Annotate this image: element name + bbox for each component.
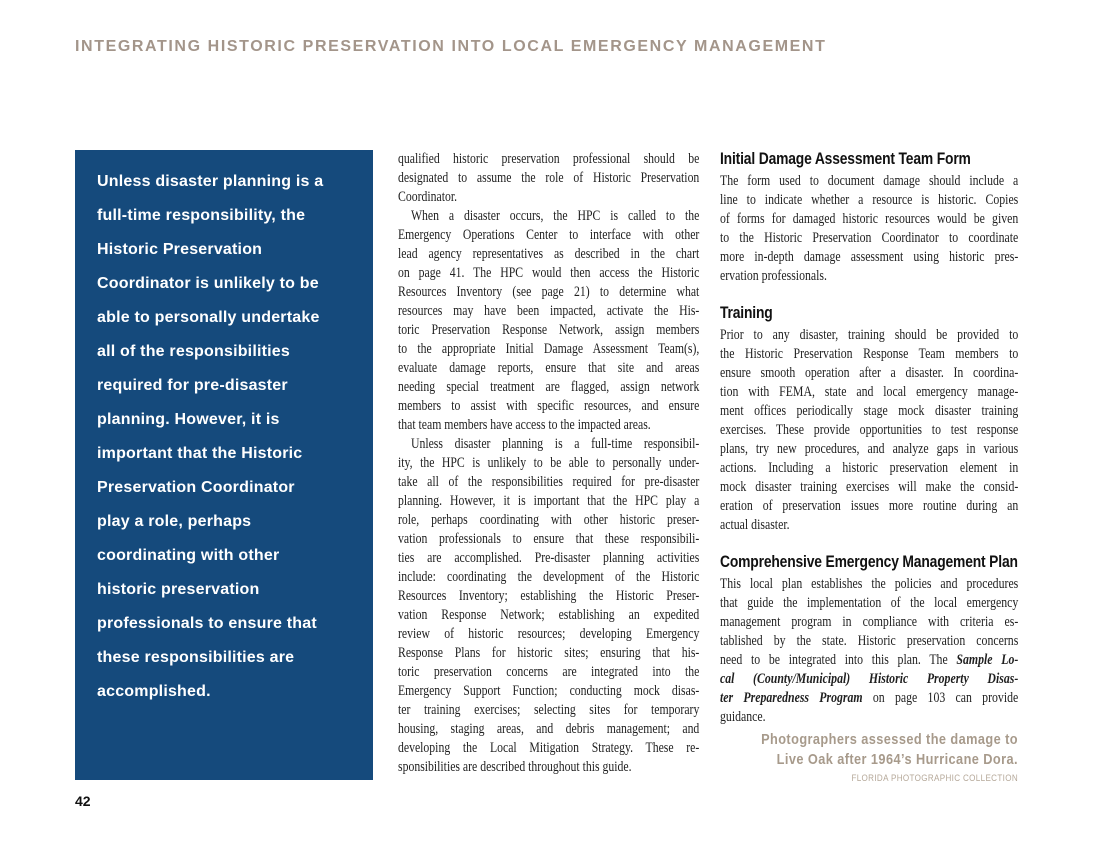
body-text-line: ter training exercises; selecting sites for temporary xyxy=(398,702,700,718)
body-text-line: management program in compliance with criteria es- xyxy=(720,614,1019,630)
body-text-line: Emergency Operations Center to interface with other xyxy=(398,227,700,243)
right-text-column xyxy=(720,149,1018,727)
body-text-line: ensure smooth operation after a disaster. In coordina- xyxy=(720,365,1019,381)
pull-quote-line: play a role, perhaps xyxy=(97,513,252,530)
section-heading: Comprehensive Emergency Management Plan xyxy=(720,552,1018,571)
body-text-line: sponsibilities are described throughout this guide. xyxy=(398,759,632,775)
body-text-line: evaluate damage reports, ensure that site and areas xyxy=(398,360,700,376)
pull-quote-line: all of the responsibilities xyxy=(97,343,290,360)
body-text-line: qualified historic preservation professional should be xyxy=(398,151,700,167)
body-text-line: review of historic resources; developing Emergency xyxy=(398,626,700,642)
body-text-line: ity, the HPC is unlikely to be able to personally under- xyxy=(398,455,700,471)
body-text-line: exercises. These provide opportunities to test response xyxy=(720,422,1019,438)
body-text-line: Prior to any disaster, training should be provided to xyxy=(720,327,1019,343)
body-text-line: toric preservation concerns are integrated into the xyxy=(398,664,700,680)
body-text-line: Coordinator. xyxy=(398,189,458,205)
body-text-line: plans, try new procedures, and analyze gaps in various xyxy=(720,441,1019,457)
body-text-line: ervation professionals. xyxy=(720,268,827,284)
body-text-line: more in-depth damage assessment using historic pres- xyxy=(720,249,1019,265)
body-text-line: resources may have been impacted, activate the His- xyxy=(398,303,700,319)
pull-quote-line: planning. However, it is xyxy=(97,411,280,428)
photo-caption xyxy=(721,730,1019,784)
pull-quote-box xyxy=(75,150,373,780)
pull-quote-line: accomplished. xyxy=(97,683,211,700)
pull-quote-line: Preservation Coordinator xyxy=(97,479,295,496)
body-text-line: planning. However, it is important that the HPC play a xyxy=(398,493,700,509)
pull-quote-line: important that the Historic xyxy=(97,445,303,462)
pull-quote-line: professionals to ensure that xyxy=(97,615,317,632)
body-text-line: actual disaster. xyxy=(720,517,790,533)
emphasized-text: Sample Lo- xyxy=(956,652,1019,668)
body-text-line: eration of preservation issues more routine during an xyxy=(720,498,1019,514)
section-heading: Training xyxy=(720,303,773,322)
body-text-line: that team members have access to the impacted areas. xyxy=(398,417,651,433)
body-text-line: vation Response Network; establishing an expedited xyxy=(398,607,700,623)
running-header-title: INTEGRATING HISTORIC PRESERVATION INTO LOCAL EMERGENCY MANAGEMENT xyxy=(75,38,827,55)
body-text-line: lead agency representatives as described in the chart xyxy=(398,246,700,262)
body-text-line: ties are accomplished. Pre-disaster planning activities xyxy=(398,550,700,566)
middle-text-column xyxy=(398,150,699,777)
body-text-line: Unless disaster planning is a full-time responsibil- xyxy=(410,436,700,452)
caption-credit: FLORIDA PHOTOGRAPHIC COLLECTION xyxy=(851,773,1018,784)
pull-quote-line: full-time responsibility, the xyxy=(97,207,306,224)
body-text-line: actions. Including a historic preservation element in xyxy=(720,460,1019,476)
body-text-line xyxy=(720,689,1018,708)
emphasized-text: ter Preparedness Program xyxy=(720,690,863,706)
caption-line-1: Photographers assessed the damage to xyxy=(761,731,1018,748)
body-text-line: the Historic Preservation Response Team members to xyxy=(720,346,1019,362)
body-text-line: members to assist with specific resources, and ensure xyxy=(398,398,700,414)
body-text-line: take all of the responsibilities required for pre-disaster xyxy=(398,474,700,490)
body-text-line xyxy=(720,651,1018,670)
body-text-line: include: coordinating the development of the Historic xyxy=(398,569,700,585)
pull-quote-line: required for pre-disaster xyxy=(97,377,288,394)
pull-quote-line: Unless disaster planning is a xyxy=(97,173,324,190)
body-text-line: When a disaster occurs, the HPC is called to the xyxy=(410,208,700,224)
body-text-line: The form used to document damage should include a xyxy=(720,173,1019,189)
pull-quote-line: Historic Preservation xyxy=(97,241,263,258)
body-text-line: line to indicate whether a resource is historic. Copies xyxy=(720,192,1019,208)
body-text-line: guidance. xyxy=(720,709,766,725)
body-text-line: to the Historic Preservation Coordinator to coordinate xyxy=(720,230,1019,246)
body-text-line: tablished by the state. Historic preservation concerns xyxy=(720,633,1019,649)
plain-text: need to be integrated into this plan. The xyxy=(720,652,957,668)
body-text-line: that guide the implementation of the local emergency xyxy=(720,595,1019,611)
body-text-line: on page 41. The HPC would then access the Historic xyxy=(398,265,700,281)
body-text-line: Response Plans for historic sites; ensuring that his- xyxy=(398,645,700,661)
page-number: 42 xyxy=(75,793,91,809)
body-text-line: tion with FEMA, state and local emergency manage- xyxy=(720,384,1019,400)
body-text-line: ment offices periodically stage mock disaster training xyxy=(720,403,1019,419)
body-text-line: needing special treatment are flagged, assign network xyxy=(398,379,700,395)
pull-quote-line: historic preservation xyxy=(97,581,260,598)
body-text-line: This local plan establishes the policies and procedures xyxy=(720,576,1019,592)
body-text-line: to the appropriate Initial Damage Assessment Team(s), xyxy=(398,341,700,357)
body-text-line: toric Preservation Response Network, assign members xyxy=(398,322,700,338)
body-text-line: Emergency Support Function; conducting mock disas- xyxy=(398,683,700,699)
emphasized-text: cal (County/Municipal) Historic Property Disas- xyxy=(720,671,1019,687)
body-text-line: vation professionals to ensure that these responsibili- xyxy=(398,531,700,547)
body-text-line xyxy=(720,670,1018,689)
caption-line-2: Live Oak after 1964’s Hurricane Dora. xyxy=(776,751,1018,768)
body-text-line: of forms for damaged historic resources would be given xyxy=(720,211,1019,227)
body-text-line: mock disaster training exercises will make the consid- xyxy=(720,479,1019,495)
body-text-line: housing, staging areas, and debris management; and xyxy=(398,721,700,737)
body-text-line: role, perhaps coordinating with other historic preser- xyxy=(398,512,700,528)
body-text-line: Resources Inventory (see page 21) to determine what xyxy=(398,284,700,300)
body-text-line: designated to assume the role of Historic Preservation xyxy=(398,170,700,186)
body-text-line: developing the Local Mitigation Strategy. These re- xyxy=(398,740,700,756)
section-heading: Initial Damage Assessment Team Form xyxy=(720,149,971,168)
body-text-line: Resources Inventory; establishing the Historic Preser- xyxy=(398,588,700,604)
pull-quote-line: Coordinator is unlikely to be xyxy=(97,275,319,292)
pull-quote-line: coordinating with other xyxy=(97,547,280,564)
plain-text: on page 103 can provide xyxy=(862,690,1019,706)
pull-quote-line: these responsibilities are xyxy=(97,649,295,666)
pull-quote-line: able to personally undertake xyxy=(97,309,320,326)
